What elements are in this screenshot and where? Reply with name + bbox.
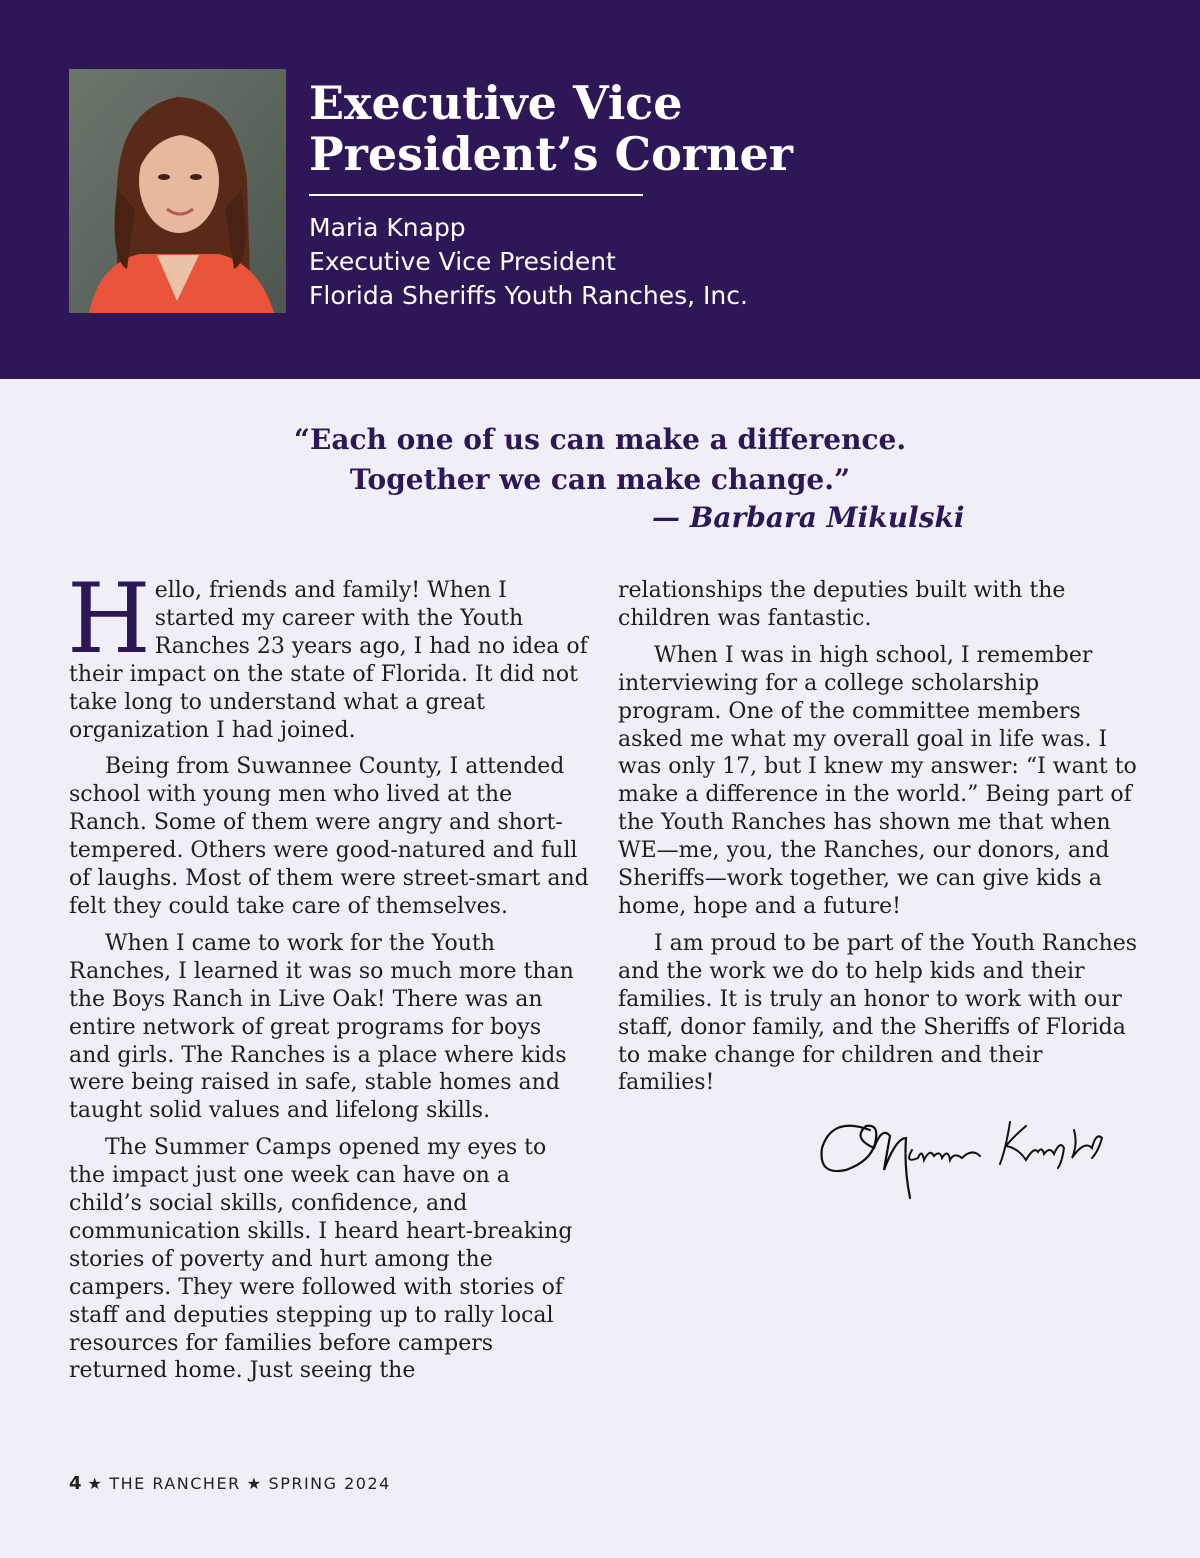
article-paragraph xyxy=(67,563,589,744)
title-line-2: President’s Corner xyxy=(309,127,793,181)
page-title xyxy=(309,78,1169,180)
signature xyxy=(812,1108,1112,1208)
quote-attribution: — Barbara Mikulski xyxy=(652,501,965,534)
title-line-1: Executive Vice xyxy=(309,76,683,130)
article-column-right xyxy=(618,577,1138,1106)
publication-name: THE RANCHER xyxy=(109,1474,241,1493)
article-paragraph-continued: relationships the deputies built with the children was fantastic. xyxy=(618,578,1066,631)
title-divider xyxy=(309,194,643,196)
header-banner xyxy=(0,0,1200,379)
star-icon: ★ xyxy=(246,1474,263,1493)
author-organization: Florida Sheriffs Youth Ranches, Inc. xyxy=(309,281,748,310)
article-column-left xyxy=(67,563,589,1394)
article-paragraph: When I came to work for the Youth Ranches, I learned it was so much more than the Boys Ranch in Live Oak! There was an entire network of great programs for boys and girls. The Ranches is a place where kids were being raised in safe, stable homes and taught solid values and lifelong skills. xyxy=(69,930,574,1124)
paragraph-text: ello, friends and family! When I started my career with the Youth Ranches 23 years ago, I had no idea of their impact on the state of Florida. It did not take long to understand what a great organization I had joined. xyxy=(69,578,588,743)
pull-quote xyxy=(0,420,1200,500)
author-role: Executive Vice President xyxy=(309,247,616,276)
page-number: 4 xyxy=(69,1473,82,1494)
author-name: Maria Knapp xyxy=(309,213,466,242)
article-paragraph: The Summer Camps opened my eyes to the impact just one week can have on a child’s social skills, confidence, and communication skills. I heard heart-breaking stories of poverty and hurt among the campers. They were followed with stories of staff and deputies stepping up to rally local resources for families before campers returned home. Just seeing the xyxy=(69,1135,573,1384)
drop-cap: H xyxy=(67,563,151,675)
article-paragraph: Being from Suwannee County, I attended school with young men who lived at the Ranch. Some of them were angry and short-tempered. Others were good-natured and full of laughs. Most of them were street-smart and felt they could take care of themselves. xyxy=(69,754,589,919)
article-paragraph: When I was in high school, I remember interviewing for a college scholarship program. One of the committee members asked me what my overall goal in life was. I was only 17, but I knew my answer: “I want to make a difference in the world.” Being part of the Youth Ranches has shown me that when WE—me, you, the Ranches, our donors, and Sheriffs—work together, we can give kids a home, hope and a future! xyxy=(618,642,1137,919)
article-paragraph: I am proud to be part of the Youth Ranches and the work we do to help kids and their families. It is truly an honor to work with our staff, donor family, and the Sheriffs of Florida to make change for children and their families! xyxy=(618,930,1138,1096)
quote-line-1: “Each one of us can make a difference. xyxy=(293,423,907,456)
author-byline xyxy=(309,211,748,313)
page-footer xyxy=(69,1473,391,1494)
issue-label: SPRING 2024 xyxy=(268,1474,391,1493)
quote-line-2: Together we can make change.” xyxy=(349,463,851,496)
star-icon: ★ xyxy=(87,1474,104,1493)
author-photo xyxy=(69,69,286,313)
